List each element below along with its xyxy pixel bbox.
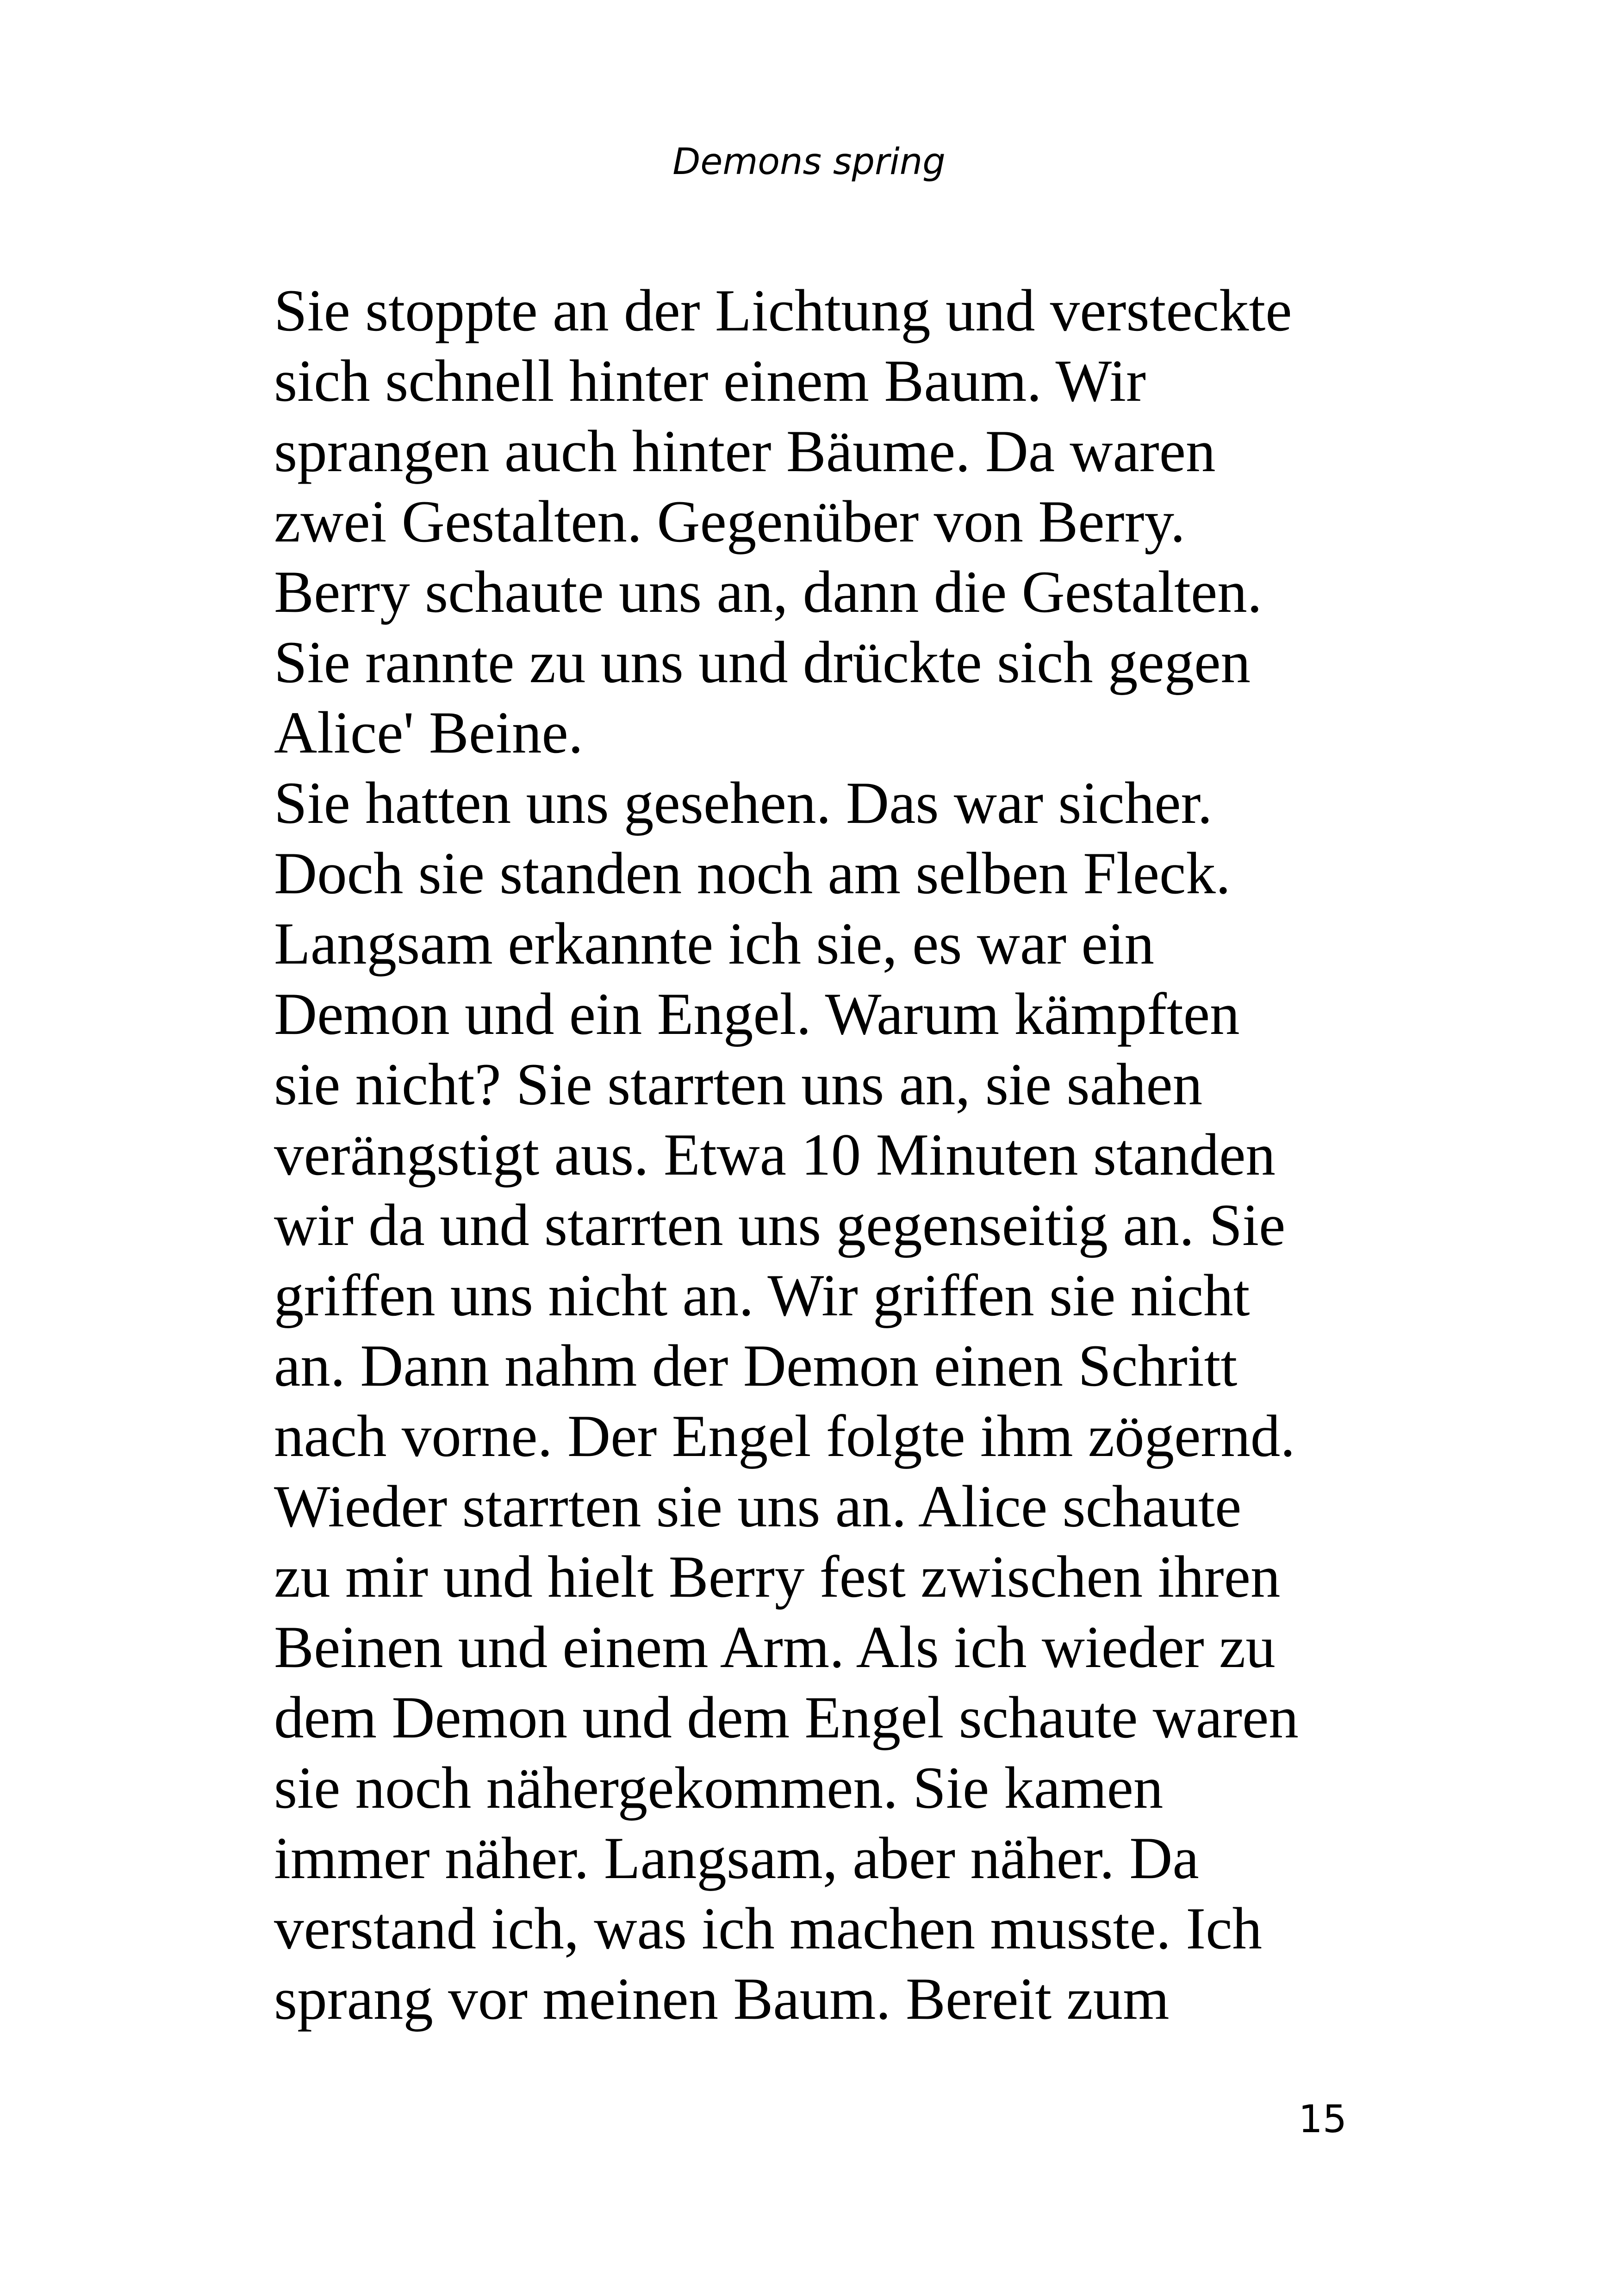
text-line: dem Demon und dem Engel schaute waren: [274, 1684, 1299, 1750]
text-line: immer näher. Langsam, aber näher. Da: [274, 1825, 1199, 1891]
text-line: sprang vor meinen Baum. Bereit zum: [274, 1966, 1170, 2032]
text-line: Sie stoppte an der Lichtung und versteckte: [274, 277, 1292, 343]
text-line: Langsam erkannte ich sie, es war ein: [274, 910, 1154, 977]
page-number: 15: [1298, 2097, 1347, 2141]
text-line: zu mir und hielt Berry fest zwischen ihren: [274, 1543, 1281, 1610]
text-line: Alice' Beine.: [274, 699, 583, 765]
text-line: nach vorne. Der Engel folgte ihm zögernd.: [274, 1403, 1295, 1469]
text-line: Beinen und einem Arm. Als ich wieder zu: [274, 1614, 1276, 1680]
body-text: [274, 275, 1385, 2034]
text-line: Sie rannte zu uns und drückte sich gegen: [274, 629, 1251, 695]
running-header-title: Demons spring: [672, 141, 946, 183]
text-line: Demon und ein Engel. Warum kämpften: [274, 981, 1240, 1047]
text-line: zwei Gestalten. Gegenüber von Berry.: [274, 488, 1185, 554]
text-line: verängstigt aus. Etwa 10 Minuten standen: [274, 1121, 1276, 1188]
text-line: an. Dann nahm der Demon einen Schritt: [274, 1332, 1238, 1399]
text-line: verstand ich, was ich machen musste. Ich: [274, 1895, 1262, 1961]
text-line: Berry schaute uns an, dann die Gestalten.: [274, 559, 1262, 625]
text-line: sich schnell hinter einem Baum. Wir: [274, 348, 1146, 414]
text-line: sprangen auch hinter Bäume. Da waren: [274, 418, 1216, 484]
text-line: sie nicht? Sie starrten uns an, sie sahen: [274, 1051, 1203, 1117]
text-line: Sie hatten uns gesehen. Das war sicher.: [274, 770, 1213, 836]
text-line: Doch sie standen noch am selben Fleck.: [274, 840, 1231, 906]
text-line: wir da und starrten uns gegenseitig an. Sie: [274, 1192, 1286, 1258]
text-line: griffen uns nicht an. Wir griffen sie nicht: [274, 1262, 1250, 1328]
text-line: sie noch nähergekommen. Sie kamen: [274, 1755, 1164, 1821]
text-line: Wieder starrten sie uns an. Alice schaute: [274, 1473, 1242, 1539]
